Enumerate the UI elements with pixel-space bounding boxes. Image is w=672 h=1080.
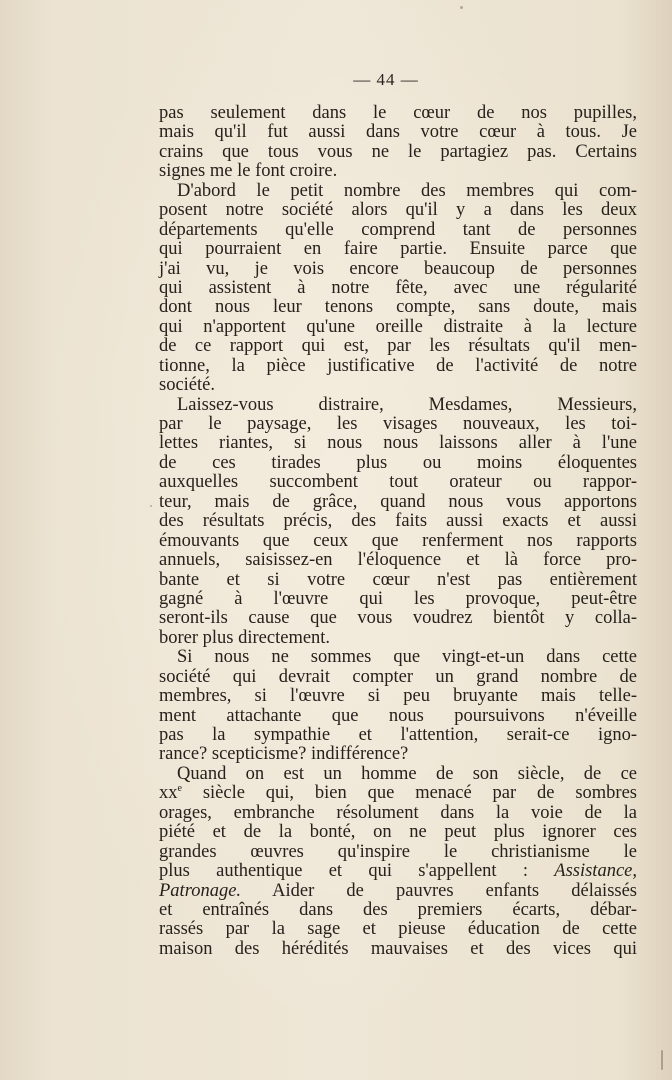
text-line: de ce rapport qui est, par les résultats qu'il men- bbox=[159, 336, 637, 357]
text-line: auxquelles succombent tout orateur ou rappor- bbox=[159, 472, 637, 493]
text-line: posent notre société alors qu'il y a dans les deux bbox=[159, 200, 637, 221]
text-line: société qui devrait compter un grand nombre de bbox=[159, 666, 637, 687]
text-line: gagné à l'œuvre qui les provoque, peut-être bbox=[159, 588, 637, 609]
text-line: orages, embranche résolument dans la voie de la bbox=[159, 802, 637, 823]
text-line: société. bbox=[159, 375, 215, 396]
text-line: rassés par la sage et pieuse éducation de cette bbox=[159, 919, 637, 940]
text-line: Quand on est un homme de son siècle, de ce bbox=[177, 763, 637, 784]
text-line: Laissez-vous distraire, Mesdames, Messieurs, bbox=[177, 394, 637, 415]
text-line: Si nous ne sommes que vingt-et-un dans cette bbox=[177, 647, 637, 668]
page-number: — 44 — bbox=[353, 70, 419, 89]
text-line: annuels, saisissez-en l'éloquence et là force pro- bbox=[159, 550, 637, 571]
paper-speck bbox=[661, 1050, 663, 1070]
text-line: piété et de la bonté, on ne peut plus ignorer ces bbox=[159, 822, 637, 843]
text-line: lettes riantes, si nous nous laissons aller à l'une bbox=[159, 433, 637, 454]
text-line: qui assistent à notre fête, avec une régularité bbox=[159, 277, 637, 298]
text-line: pas la sympathie et l'attention, serait-ce igno- bbox=[159, 725, 637, 745]
text-line: bante et si votre cœur n'est pas entièrement bbox=[159, 569, 637, 590]
text-line: qui n'apportent qu'une oreille distraite à la lecture bbox=[159, 316, 637, 337]
text-line: émouvants que ceux que renferment nos rapports bbox=[159, 530, 637, 551]
text-line: seront-ils cause que vous voudrez bientôt y colla- bbox=[159, 608, 637, 629]
text-line: $xx^e$ siècle qui, bien que menacé par de sombres bbox=[159, 783, 637, 804]
text-line: membres, si l'œuvre si peu bruyante mais telle- bbox=[159, 686, 637, 707]
text-line: rance? scepticisme? indifférence? bbox=[159, 744, 409, 765]
text-line: borer plus directement. bbox=[159, 627, 331, 648]
text-line: qui pourraient en faire partie. Ensuite parce que bbox=[159, 239, 637, 260]
text-line: ment attachante que nous poursuivons n'éveille bbox=[159, 705, 637, 726]
text-line: crains que tous vous ne le partagiez pas. Certains bbox=[159, 141, 637, 162]
text-line: maison des hérédités mauvaises et des vices qui bbox=[159, 938, 637, 959]
paper-speck bbox=[460, 6, 463, 9]
text-line: de ces tirades plus ou moins éloquentes bbox=[159, 452, 637, 473]
paper-speck bbox=[150, 505, 152, 507]
body-text bbox=[159, 104, 637, 959]
text-line: mais qu'il fut aussi dans votre cœur à tous. Je bbox=[159, 122, 637, 143]
text-line: grandes œuvres qu'inspire le christianisme le bbox=[159, 841, 637, 862]
text-line: et entraînés dans des premiers écarts, débar- bbox=[159, 899, 637, 920]
text-line: signes me le font croire. bbox=[159, 161, 338, 182]
text-line: tionne, la pièce justificative de l'activité de notre bbox=[159, 355, 637, 376]
text-line: teur, mais de grâce, quand nous vous apportons bbox=[159, 491, 637, 512]
text-line: des résultats précis, des faits aussi exacts et aussi bbox=[159, 511, 637, 532]
text-line: par le paysage, les visages nouveaux, les toi- bbox=[159, 414, 637, 434]
text-line: dont nous leur tenons compte, sans doute, mais bbox=[159, 297, 637, 318]
text-line: plus authentique et qui s'appellent : Assistance, bbox=[159, 861, 637, 882]
text-line: Patronage. Aider de pauvres enfants délaissés bbox=[159, 880, 637, 901]
text-line: D'abord le petit nombre des membres qui com- bbox=[177, 180, 637, 201]
text-line: pas seulement dans le cœur de nos pupilles, bbox=[159, 103, 637, 123]
text-line: j'ai vu, je vois encore beaucoup de personnes bbox=[159, 258, 637, 279]
text-line: départements qu'elle comprend tant de personnes bbox=[159, 219, 637, 240]
